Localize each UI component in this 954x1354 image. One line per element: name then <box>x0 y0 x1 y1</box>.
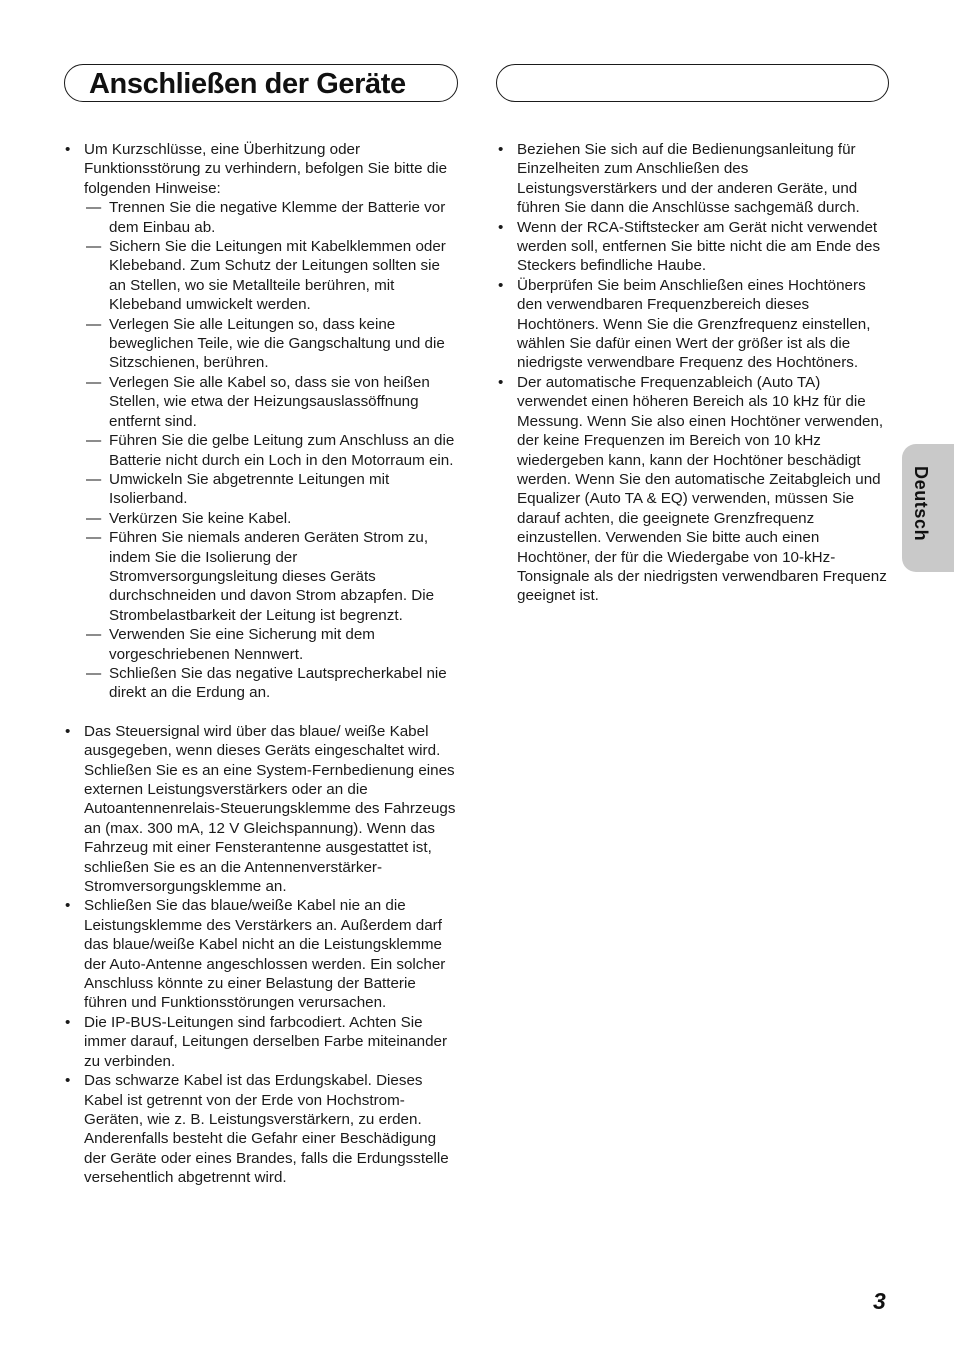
list-item: • Der automatische Frequenzableich (Auto TA) verwendet einen höheren Bereich als 10 kHz für die Messung. Wenn Sie also einen Hochtöner verwenden, der keine Frequenzen im Bereich von 10 kHz wiedergeben kann, kann der Hochtöner beschädigt werden. Wenn Sie den automatische Zeitabgleich und Equalizer (Auto TA & EQ) verwenden, müssen Sie darauf achten, die geeignete Grenzfrequenz einzustellen. Verwenden Sie bitte auch einen Hochtöner, der für die Wiedergabe von 10-kHz-Tonsignale als der niedrigsten verwendbaren Frequenz geeignet ist. <box>497 373 891 606</box>
sub-list-item: — Schließen Sie das negative Lautsprecherkabel nie direkt an die Erdung an. <box>84 664 460 703</box>
left-bullet-list-2 <box>64 722 460 1188</box>
section-title-box <box>64 64 458 102</box>
list-item: • Das schwarze Kabel ist das Erdungskabel. Dieses Kabel ist getrennt von der Erde von Hochstrom-Geräten, wie z. B. Leistungsverstärkern, zu erden. Anderenfalls besteht die Gefahr einer Beschädigung der Geräte oder eines Brandes, falls die Erdungsstelle versehentlich abgetrennt wird. <box>64 1071 460 1187</box>
right-column <box>497 140 891 606</box>
sub-list-item: — Verkürzen Sie keine Kabel. <box>84 509 460 528</box>
empty-header-box <box>496 64 889 102</box>
list-item <box>64 140 460 703</box>
sub-list-item: — Führen Sie niemals anderen Geräten Strom zu, indem Sie die Isolierung der Stromversorgungsleitung dieses Geräts durchschneiden und davon Strom abzapfen. Die Strombelastbarkeit der Leitung ist begrenzt. <box>84 528 460 625</box>
sub-list-item: — Führen Sie die gelbe Leitung zum Anschluss an die Batterie nicht durch ein Loch in den Motorraum ein. <box>84 431 460 470</box>
sub-list <box>84 198 460 703</box>
language-tab-label: Deutsch <box>911 466 931 542</box>
sub-list-item: — Verlegen Sie alle Leitungen so, dass keine beweglichen Teile, wie die Gangschaltung und die Sitzschienen, berühren. <box>84 315 460 373</box>
list-item: • Das Steuersignal wird über das blaue/ weiße Kabel ausgegeben, wenn dieses Geräts eingeschaltet wird. Schließen Sie es an eine System-Fernbedienung eines externen Leistungsverstärkers oder an die Autoantennenrelais-Steuerungsklemme des Fahrzeugs an (max. 300 mA, 12 V Gleichspannung). Wenn das Fahrzeug mit einer Fensterantenne ausgestattet ist, schließen Sie es an die Antennenverstärker-Stromversorgungsklemme an. <box>64 722 460 897</box>
sub-list-item: — Trennen Sie die negative Klemme der Batterie vor dem Einbau ab. <box>84 198 460 237</box>
left-column <box>64 140 460 1188</box>
bullet-text: Um Kurzschlüsse, eine Überhitzung oder Funktionsstörung zu verhindern, befolgen Sie bitte die folgenden Hinweise: <box>84 141 448 197</box>
list-item: • Überprüfen Sie beim Anschließen eines Hochtöners den verwendbaren Frequenzbereich dieses Hochtöners. Wenn Sie die Grenzfrequenz einstellen, wählen Sie dafür einen Wert der größer ist als die niedrigste verwendbare Frequenz des Hochtöners. <box>497 276 891 373</box>
sub-list-item: — Sichern Sie die Leitungen mit Kabelklemmen oder Klebeband. Zum Schutz der Leitungen sollten sie an Stellen, wo sie Metallteile berühren, mit Klebeband umwickelt werden. <box>84 237 460 315</box>
page-title: Anschließen der Geräte <box>89 68 406 100</box>
left-bullet-list-1 <box>64 140 460 703</box>
language-tab <box>902 444 954 572</box>
list-item: • Beziehen Sie sich auf die Bedienungsanleitung für Einzelheiten zum Anschließen des Leistungsverstärkers und der anderen Geräte, und führen Sie dann die Anschlüsse sachgemäß durch. <box>497 140 891 218</box>
sub-list-item: — Verlegen Sie alle Kabel so, dass sie von heißen Stellen, wie etwa der Heizungsauslassöffnung entfernt sind. <box>84 373 460 431</box>
right-bullet-list <box>497 140 891 606</box>
paragraph-gap <box>64 703 460 722</box>
sub-list-item: — Umwickeln Sie abgetrennte Leitungen mit Isolierband. <box>84 470 460 509</box>
list-item: • Die IP-BUS-Leitungen sind farbcodiert. Achten Sie immer darauf, Leitungen derselben Farbe miteinander zu verbinden. <box>64 1013 460 1071</box>
sub-list-item: — Verwenden Sie eine Sicherung mit dem vorgeschriebenen Nennwert. <box>84 625 460 664</box>
page-number: 3 <box>873 1288 886 1314</box>
list-item: • Wenn der RCA-Stiftstecker am Gerät nicht verwendet werden soll, entfernen Sie bitte nicht die am Ende des Steckers befindliche Haube. <box>497 218 891 276</box>
list-item: • Schließen Sie das blaue/weiße Kabel nie an die Leistungsklemme des Verstärkers an. Außerdem darf das blaue/weiße Kabel nicht an die Leistungsklemme der Auto-Antenne angeschlossen werden. Ein solcher Anschluss könnte zu einer Belastung der Batterie führen und Funktionsstörungen verursachen. <box>64 896 460 1012</box>
